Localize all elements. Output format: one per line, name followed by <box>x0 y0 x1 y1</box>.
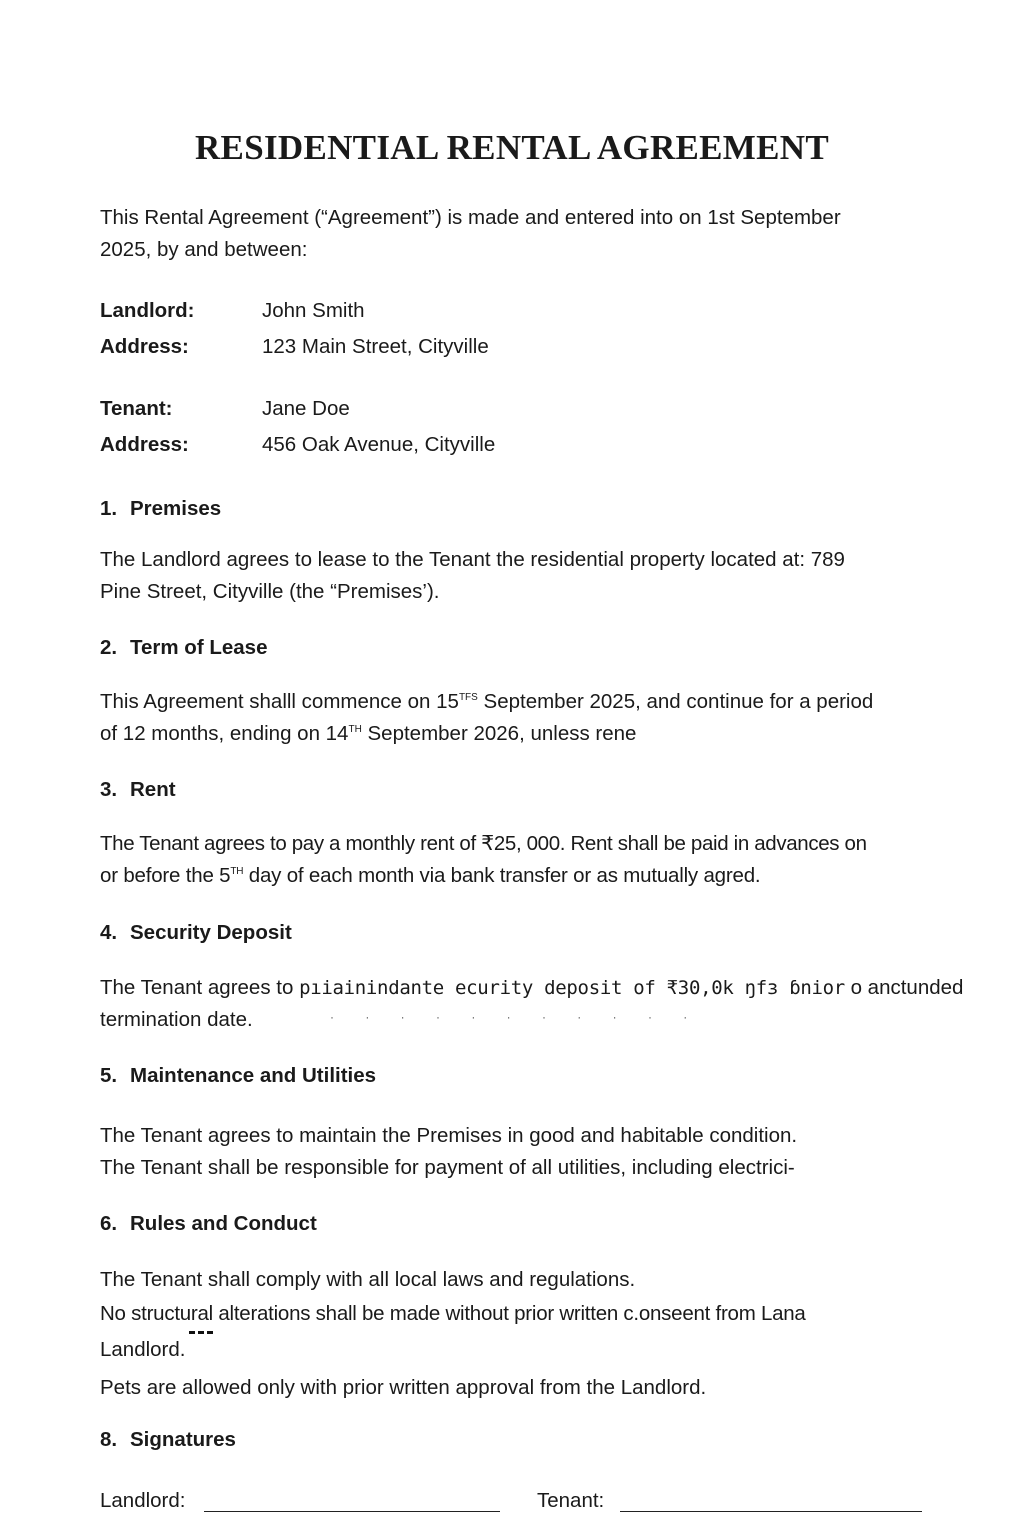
body-line: The Tenant shall comply with all local laws and regulations. <box>100 1268 636 1291</box>
section-title: Term of Lease <box>130 636 268 659</box>
section-title: Signatures <box>130 1428 236 1451</box>
text-run: of 12 months, ending on 14 <box>100 722 349 745</box>
section-number: 8. <box>100 1428 118 1451</box>
section-number: 1. <box>100 497 118 520</box>
landlord-row <box>100 296 940 326</box>
tenant-address-row <box>100 430 940 460</box>
text-run: September 2025, and continue for a period <box>477 690 874 713</box>
body-line: termination date. <box>100 1008 253 1031</box>
ordinal-suffix: TH <box>230 866 244 877</box>
text-run: or before the 5 <box>100 864 231 887</box>
body-line <box>100 718 940 750</box>
tenant-label: Tenant: <box>100 397 173 420</box>
body-line: The Tenant agrees to maintain the Premises in good and habitable condition. <box>100 1124 798 1147</box>
tenant-signature-label: Tenant: <box>537 1489 605 1512</box>
section-number: 6. <box>100 1212 118 1235</box>
section-body-premises <box>100 544 940 608</box>
tenant-name: Jane Doe <box>262 397 350 420</box>
tenant-signature-line[interactable] <box>620 1511 922 1512</box>
text-run: This Agreement shalll commence on 15 <box>100 690 459 713</box>
section-body-rent <box>100 828 940 892</box>
section-body-security-deposit <box>100 972 964 1036</box>
body-line <box>100 972 964 1004</box>
text-run: day of each month via bank transfer or as mutually agred. <box>243 864 761 887</box>
section-body-maintenance <box>100 1120 940 1184</box>
text-run: The Tenant agrees to <box>100 976 300 999</box>
section-body-rules <box>100 1263 940 1405</box>
body-line: Pine Street, Cityville (the “Premises’). <box>100 580 440 603</box>
document-page <box>100 0 964 1536</box>
tenant-row <box>100 394 940 424</box>
garbled-text: pıiainindante ecurity deposit of ₹30,0k ŋfɜ ɓnior <box>299 977 845 999</box>
section-title: Security Deposit <box>130 921 292 944</box>
section-heading-signatures <box>100 1425 236 1455</box>
body-line <box>100 1331 940 1367</box>
section-number: 3. <box>100 778 118 801</box>
ordinal-suffix: TH <box>348 724 362 735</box>
landlord-name: John Smith <box>262 299 365 322</box>
intro-line: 2025, by and between: <box>100 238 308 261</box>
tenant-address-label: Address: <box>100 433 189 456</box>
section-title: Rules and Conduct <box>130 1212 317 1235</box>
section-heading-maintenance <box>100 1061 376 1091</box>
landlord-address-label: Address: <box>100 335 189 358</box>
landlord-label: Landlord: <box>100 299 195 322</box>
section-heading-term <box>100 633 267 663</box>
landlord-address: 123 Main Street, Cityville <box>262 335 489 358</box>
section-body-term <box>100 686 940 750</box>
text-run: o anctunded <box>844 976 964 999</box>
text-run: Landlord. <box>100 1338 186 1361</box>
body-line: The Tenant shall be responsible for payment of all utilities, including electrici- <box>100 1156 795 1179</box>
section-number: 4. <box>100 921 118 944</box>
landlord-signature-line[interactable] <box>204 1511 500 1512</box>
signature-row <box>100 1486 940 1518</box>
section-heading-security-deposit <box>100 918 292 948</box>
body-line: No structural alterations shall be made without prior written c.onseent from Lana <box>100 1302 806 1325</box>
section-title: Rent <box>130 778 176 801</box>
section-heading-rules <box>100 1209 317 1239</box>
scan-artifact-mark <box>189 1331 213 1346</box>
body-line: Pets are allowed only with prior written approval from the Landlord. <box>100 1376 707 1399</box>
body-line <box>100 860 940 892</box>
landlord-signature-label: Landlord: <box>100 1489 186 1512</box>
ordinal-suffix: TFS <box>458 692 478 703</box>
intro-paragraph <box>100 202 940 266</box>
section-heading-rent <box>100 775 176 805</box>
section-number: 2. <box>100 636 118 659</box>
section-heading-premises <box>100 494 221 524</box>
landlord-address-row <box>100 332 940 362</box>
body-line: The Tenant agrees to pay a monthly rent of ₹25, 000. Rent shall be paid in advances on <box>100 832 867 855</box>
body-line: The Landlord agrees to lease to the Tenant the residential property located at: 789 <box>100 548 845 571</box>
tenant-address: 456 Oak Avenue, Cityville <box>262 433 496 456</box>
text-run: September 2026, unless rene <box>361 722 637 745</box>
intro-line: This Rental Agreement (“Agreement”) is made and entered into on 1st September <box>100 206 841 229</box>
scan-artifact-dots: · · · · · · · · · · · <box>330 1010 702 1024</box>
document-title: RESIDENTIAL RENTAL AGREEMENT <box>194 128 830 167</box>
section-number: 5. <box>100 1064 118 1087</box>
section-title: Premises <box>130 497 222 520</box>
body-line <box>100 686 940 718</box>
section-title: Maintenance and Utilities <box>130 1064 377 1087</box>
